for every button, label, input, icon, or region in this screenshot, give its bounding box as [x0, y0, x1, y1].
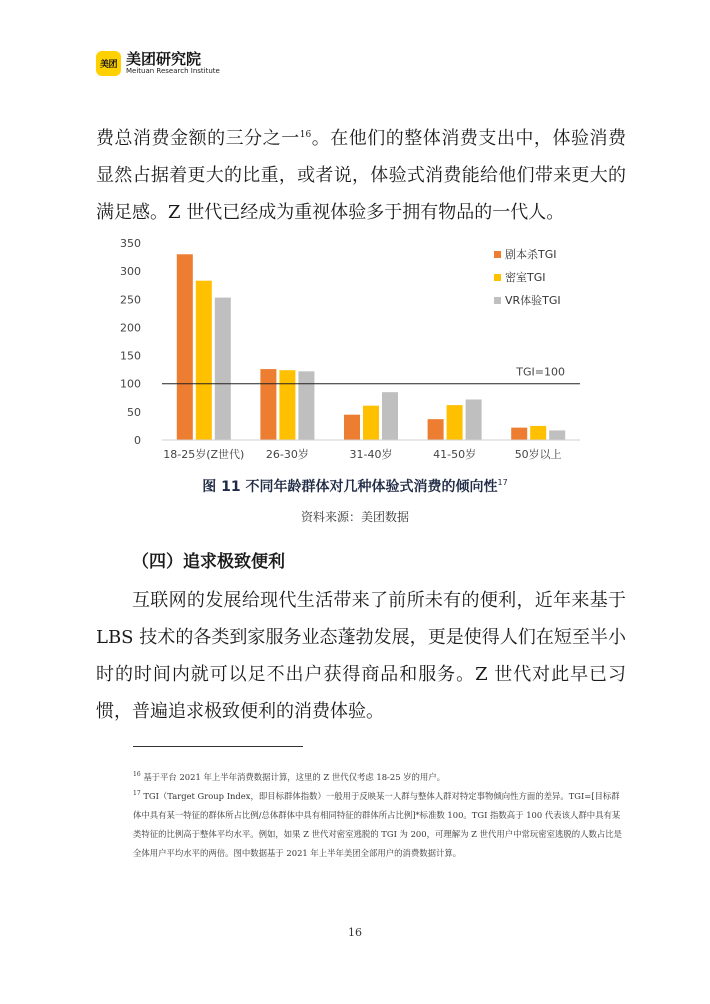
x-tick-label: 18-25岁(Z世代): [163, 448, 245, 461]
figure-caption-text: 图 11 不同年龄群体对几种体验式消费的倾向性: [202, 479, 498, 495]
y-tick-label: 150: [120, 349, 141, 363]
y-tick-label: 300: [120, 265, 141, 279]
footnote-17: [133, 787, 626, 863]
y-tick-label: 200: [120, 321, 141, 335]
legend-swatch: [494, 297, 501, 304]
bar: [298, 371, 314, 440]
bar: [196, 281, 212, 440]
footnote-number: 16: [133, 771, 141, 778]
bar: [530, 426, 546, 440]
bar: [511, 428, 527, 440]
x-tick-label: 50岁以上: [514, 448, 562, 461]
footnote-ref-17[interactable]: 17: [497, 478, 508, 487]
legend-label: 剧本杀TGI: [505, 248, 557, 261]
footnote-text: TGI（Target Group Index，即目标群体指数）一般用于反映某一人群与整体人群对特定事物倾向性方面的差异。TGI=[目标群体中具有某一特征的群体所占比例/总体群体中具有相同特征的群体所占比例]*标准数 100。TGI 指数高于 100 代表该人群中具有某类特征的比例高于整体平均水平。例如，如果 Z 世代对密室逃脱的 TGI 为 200，可理解为 Z 世代用户中常玩密室逃脱的人数占比是全体用户平均水平的两倍。图中数据基于 2021 年上半年美团全部用户的消费数据计算。: [133, 791, 622, 858]
reference-line-label: TGI=100: [516, 365, 565, 379]
header-logo: [96, 51, 220, 76]
body-paragraph-2: 互联网的发展给现代生活带来了前所未有的便利，近年来基于 LBS 技术的各类到家服务业态蓬勃发展，更是使得人们在短至半小时的时间内就可以足不出户获得商品和服务。Z 世代对此早已习惯，普遍追求极致便利的消费体验。: [96, 590, 626, 722]
logo-icon: 美团: [96, 51, 121, 76]
bar: [177, 254, 193, 440]
y-tick-label: 100: [120, 377, 141, 391]
bar: [447, 405, 463, 440]
footnotes: [133, 768, 626, 863]
body-paragraph-1: [96, 120, 626, 231]
bar: [466, 399, 482, 440]
x-tick-label: 41-50岁: [433, 448, 477, 461]
para1-text-start: 费总消费金额的三分之一: [96, 128, 300, 149]
legend-label: VR体验TGI: [505, 294, 561, 307]
bar: [260, 369, 276, 440]
y-tick-label: 0: [134, 434, 141, 447]
para1-text-end: 。在他们的整体消费支出中，体验消费显然占据着更大的比重，或者说，体验式消费能给他们带来更大的满足感。Z 世代已经成为重视体验多于拥有物品的一代人。: [96, 128, 627, 223]
x-tick-label: 26-30岁: [265, 448, 309, 461]
y-tick-label: 250: [120, 293, 141, 307]
footnote-divider: [133, 746, 303, 747]
y-tick-label: 350: [120, 237, 141, 250]
logo-title: 美团研究院: [126, 50, 202, 68]
legend-label: 密室TGI: [505, 271, 546, 284]
legend-swatch: [494, 251, 501, 258]
legend-swatch: [494, 274, 501, 281]
x-tick-label: 31-40岁: [349, 448, 393, 461]
logo-text: [126, 51, 220, 76]
bar: [363, 406, 379, 440]
footnote-16: [133, 768, 626, 787]
figure-caption: [0, 476, 710, 496]
bar: [344, 415, 360, 440]
page-number: 16: [348, 926, 362, 939]
bar: [382, 392, 398, 440]
bar: [215, 298, 231, 440]
bar: [279, 370, 295, 440]
footnote-number: 17: [133, 790, 141, 797]
bar: [428, 419, 444, 440]
footnote-text: 基于平台 2021 年上半年消费数据计算，这里的 Z 世代仅考虑 18-25 岁的用户。: [143, 772, 446, 782]
y-tick-label: 50: [127, 405, 141, 419]
bar: [549, 430, 565, 440]
figure-source: 资料来源：美团数据: [300, 510, 409, 524]
section-heading: （四）追求极致便利: [132, 552, 285, 572]
tgi-bar-chart: [110, 232, 590, 472]
footnote-ref-16[interactable]: 16: [299, 130, 312, 140]
logo-subtitle: Meituan Research Institute: [126, 67, 220, 75]
